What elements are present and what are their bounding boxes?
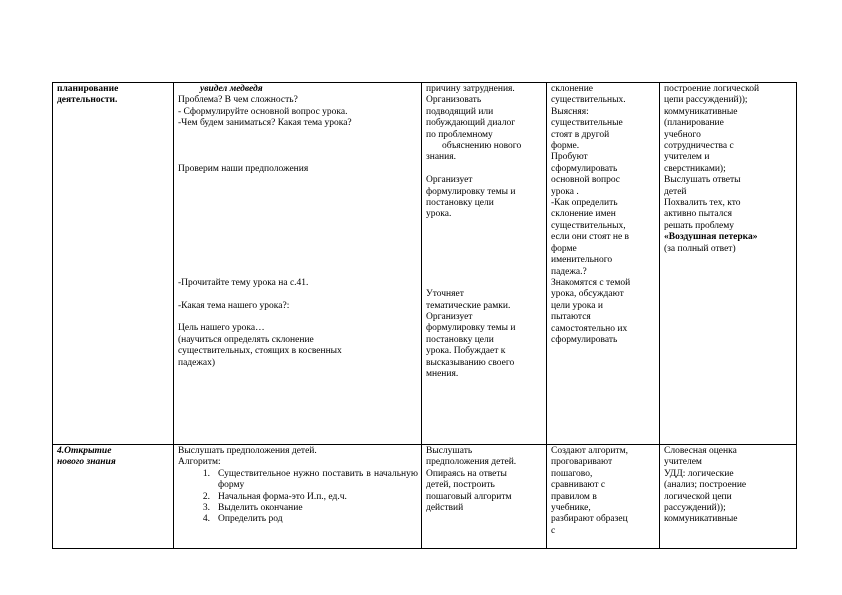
students-line: стоят в другой [551, 129, 610, 140]
students-line: разбирают образец [551, 514, 628, 525]
uud-line: активно пытался [664, 209, 732, 220]
method-cell [422, 445, 547, 549]
method-cell [422, 83, 547, 445]
students-line: цели урока и [551, 300, 603, 311]
uud-line: (анализ; построение [664, 480, 747, 491]
teacher-line: Проблема? В чем сложность? [178, 95, 298, 106]
students-line: если они стоят не в [551, 232, 630, 243]
students-line: самостоятельно их [551, 323, 628, 334]
step-text: Выделить окончание [218, 503, 303, 514]
stage-label-line: нового знания [57, 457, 116, 468]
students-line: проговаривают [551, 457, 613, 468]
students-line: Выясняя: [551, 106, 589, 117]
students-line: Создают алгоритм, [551, 446, 629, 456]
teacher-line: существительных, стоящих в косвенных [178, 346, 342, 357]
uud-cell [660, 83, 797, 445]
students-activity-cell [547, 83, 660, 445]
teacher-line: Алгоритм: [178, 457, 221, 468]
table-row [53, 445, 797, 549]
method-line: Опираясь на ответы [426, 468, 507, 479]
students-line: с [551, 525, 556, 536]
stage-cell [53, 83, 174, 445]
students-line: падежа.? [551, 266, 587, 277]
uud-line: сверстниками); [664, 163, 726, 174]
method-line: причину затруднения. [426, 84, 515, 94]
method-line: тематические рамки. [426, 300, 511, 311]
students-line: учебнике, [551, 503, 591, 514]
students-line: основной вопрос [551, 175, 621, 186]
method-line: подводящий или [426, 106, 494, 117]
method-line: постановку цели [426, 334, 494, 345]
step-number: 2. [202, 491, 210, 502]
uud-line: цепи рассуждений)); [664, 95, 748, 106]
algorithm-step [178, 492, 418, 503]
stage-label-line: планирование [57, 84, 119, 94]
step-number: 4. [202, 514, 210, 525]
uud-line: (планирование [664, 118, 724, 129]
teacher-line: -Какая тема нашего урока?: [178, 300, 290, 311]
table-row [53, 83, 797, 445]
students-line: сформулировать [551, 163, 618, 174]
step-text: Существительное нужно поставить в начальную форму [218, 468, 418, 491]
method-line: формулировку темы и [426, 323, 516, 334]
method-line: Организовать [426, 95, 482, 106]
students-line: Пробуют [551, 152, 588, 163]
students-line: сформулировать [551, 334, 618, 345]
method-line: мнения. [426, 369, 459, 380]
method-line: Организует [426, 312, 473, 323]
students-line: склонение имен [551, 209, 616, 220]
step-text: Начальная форма-это И.п., ед.ч. [218, 491, 347, 502]
method-line: знания. [426, 152, 456, 163]
method-line: урока. Побуждает к [426, 346, 506, 357]
uud-line: учителем и [664, 152, 710, 163]
teacher-line: падежах) [178, 357, 216, 368]
method-line: пошаговый алгоритм [426, 491, 512, 502]
students-line: форме [551, 243, 577, 254]
students-line: существительных, [551, 220, 626, 231]
students-line: форме. [551, 141, 580, 152]
teacher-activity-cell [174, 445, 422, 549]
lesson-plan-table [52, 82, 797, 549]
method-line: высказыванию своего [426, 357, 515, 368]
uud-line: решать проблему [664, 220, 735, 231]
uud-line: построение логической [664, 84, 760, 94]
step-number: 3. [202, 503, 210, 514]
students-line: правилом в [551, 491, 597, 502]
method-line: предположения детей. [426, 457, 517, 468]
uud-line: (за полный ответ) [664, 243, 736, 254]
students-line: -Как определить [551, 198, 618, 209]
teacher-line: -Прочитайте тему урока на с.41. [178, 277, 309, 288]
algorithm-step [178, 469, 418, 492]
teacher-activity-cell [174, 83, 422, 445]
uud-line: учителем [664, 457, 702, 468]
uud-line: «Воздушная петерка» [664, 232, 758, 243]
teacher-line: увидел медведя [200, 84, 263, 94]
students-line: Знакомятся с темой [551, 277, 631, 288]
method-line: Организует [426, 175, 473, 186]
method-line: детей, построить [426, 480, 495, 491]
students-line: урока, обсуждают [551, 289, 624, 300]
students-line: сравнивают с [551, 480, 606, 491]
stage-cell [53, 445, 174, 549]
uud-line: коммуникативные [664, 106, 738, 117]
method-line: по проблемному [426, 129, 493, 140]
stage-label-line: деятельности. [57, 95, 118, 106]
uud-line: Выслушать ответы [664, 175, 741, 186]
uud-line: учебного [664, 129, 701, 140]
step-number: 1. [202, 468, 210, 479]
students-line: склонение [551, 84, 594, 94]
algorithm-step [178, 514, 418, 525]
method-line: действий [426, 503, 464, 514]
method-line: побуждающий диалог [426, 118, 516, 129]
students-line: пошагово, [551, 468, 593, 479]
students-line: существительные [551, 118, 623, 129]
method-line: Уточняет [426, 289, 464, 300]
teacher-line: - Сформулируйте основной вопрос урока. [178, 106, 348, 117]
algorithm-step [178, 503, 418, 514]
students-line: пытаются [551, 312, 591, 323]
students-line: именительного [551, 255, 613, 266]
teacher-line: (научиться определять склонение [178, 334, 314, 345]
students-line: урока . [551, 186, 579, 197]
uud-line: детей [664, 186, 687, 197]
method-line: формулировку темы и [426, 186, 516, 197]
students-activity-cell [547, 445, 660, 549]
teacher-line: Выслушать предположения детей. [178, 446, 317, 456]
teacher-line: Проверим наши предположения [178, 163, 309, 174]
uud-line: сотрудничества с [664, 141, 734, 152]
uud-line: Похвалить тех, кто [664, 198, 741, 209]
uud-line: коммуникативные [664, 514, 738, 525]
teacher-line: -Чем будем заниматься? Какая тема урока? [178, 118, 352, 129]
uud-line: логической цепи [664, 491, 732, 502]
students-line: существительных. [551, 95, 626, 106]
method-line: объяснению нового [442, 141, 522, 152]
method-line: постановку цели [426, 198, 494, 209]
method-line: Выслушать [426, 446, 473, 456]
uud-line: рассуждений)); [664, 503, 726, 514]
stage-label-line: 4.Открытие [57, 446, 112, 456]
uud-line: Словесная оценка [664, 446, 737, 456]
uud-line: УДД: логические [664, 468, 734, 479]
teacher-line: Цель нашего урока… [178, 323, 265, 334]
method-line: урока. [426, 209, 452, 220]
uud-cell [660, 445, 797, 549]
step-text: Определить род [218, 514, 283, 525]
